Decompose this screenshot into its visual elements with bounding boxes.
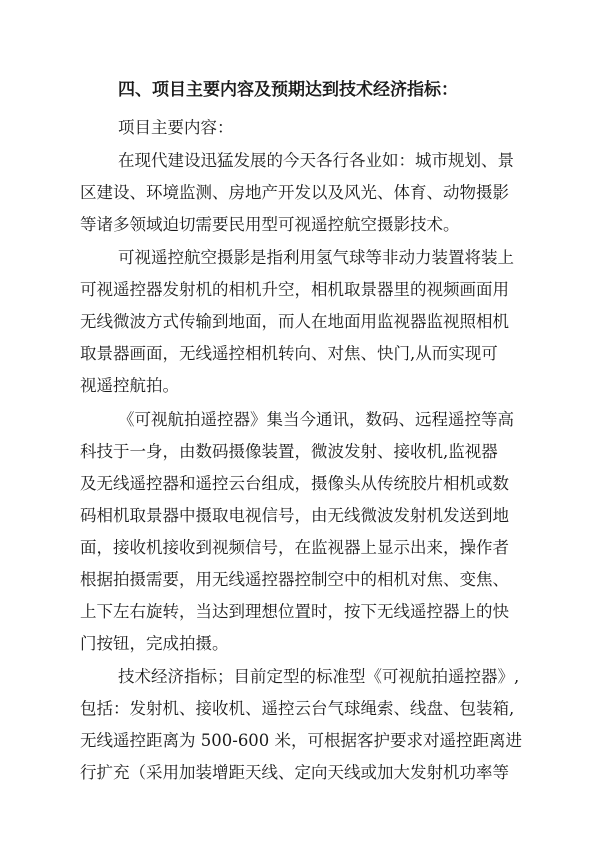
- paragraph-3-line-4: 码相机取景器中摄取电视信号，由无线微波发射机发送到地: [80, 506, 509, 525]
- paragraph-4-line-2: 包括：发射机、接收机、遥控云台气球绳索、线盘、包装箱,: [80, 699, 515, 718]
- paragraph-3-line-8: 门按钮，完成拍摄。: [80, 634, 229, 653]
- section-heading: 四、项目主要内容及预期达到技术经济指标：: [118, 80, 458, 100]
- paragraph-2-line-4: 取景器画面，无线遥控相机转向、对焦、快门,从而实现可: [80, 344, 498, 363]
- paragraph-3-line-3: 及无线遥控器和遥控云台组成，摄像头从传统胶片相机或数: [80, 474, 509, 493]
- paragraph-1-line-3: 等诸多领域迫切需要民用型可视遥控航空摄影技术。: [80, 215, 460, 234]
- subheading: 项目主要内容：: [118, 118, 234, 137]
- paragraph-4-line-4: 行扩充（采用加装增距天线、定向天线或加大发射机功率等: [80, 763, 509, 782]
- paragraph-2-line-3: 无线微波方式传输到地面，而人在地面用监视器监视照相机: [80, 312, 509, 331]
- paragraph-3-line-1: 《可视航拍遥控器》集当今通讯，数码、远程遥控等高: [118, 410, 514, 429]
- paragraph-3-line-5: 面，接收机接收到视频信号，在监视器上显示出来，操作者: [80, 538, 509, 557]
- paragraph-2-line-2: 可视遥控器发射机的相机升空，相机取景器里的视频画面用: [80, 280, 509, 299]
- paragraph-2-line-5: 视遥控航拍。: [80, 376, 179, 395]
- paragraph-2-line-1: 可视遥控航空摄影是指利用氢气球等非动力装置将装上: [118, 248, 514, 267]
- paragraph-3-line-6: 根据拍摄需要，用无线遥控器控制空中的相机对焦、变焦、: [80, 570, 509, 589]
- paragraph-1-line-2: 区建设、环境监测、房地产开发以及风光、体育、动物摄影: [80, 183, 509, 202]
- paragraph-3-line-7: 上下左右旋转，当达到理想位置时，按下无线遥控器上的快: [80, 602, 509, 621]
- paragraph-1-line-1: 在现代建设迅猛发展的今天各行各业如：城市规划、景: [118, 151, 514, 170]
- paragraph-3-line-2: 科技于一身，由数码摄像装置，微波发射、接收机,监视器: [80, 442, 498, 461]
- paragraph-4-line-1: 技术经济指标；目前定型的标准型《可视航拍遥控器》,: [118, 667, 520, 686]
- paragraph-4-line-3: 无线遥控距离为 500-600 米，可根据客护要求对遥控距离进: [80, 731, 523, 750]
